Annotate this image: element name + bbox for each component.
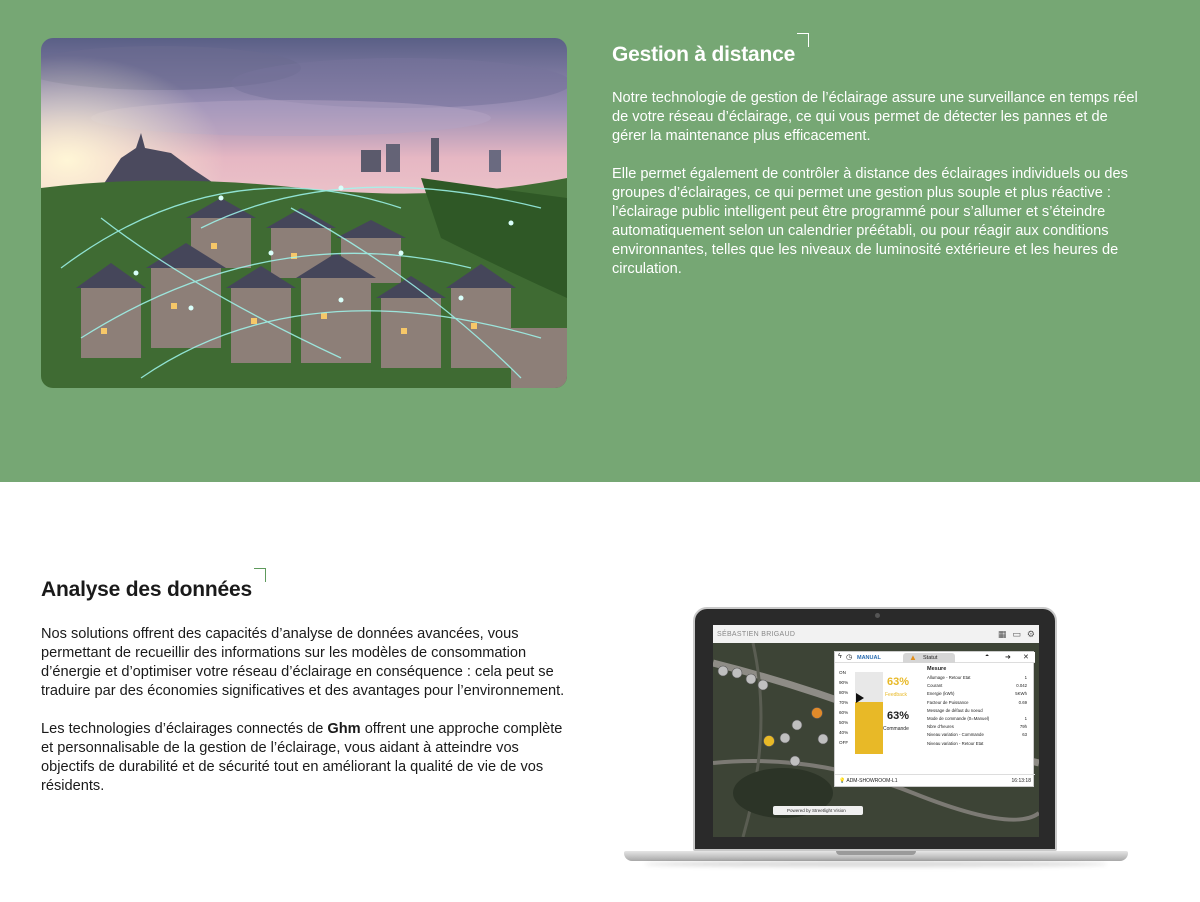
panel-time: 16:13:18 — [1011, 778, 1031, 784]
measurement-value: 1 — [1024, 675, 1027, 680]
monitor-icon: ▭ — [1012, 628, 1021, 639]
measurement-value: 79h — [1019, 724, 1027, 730]
measurement-list — [927, 666, 1027, 748]
analysis-paragraph-2 — [41, 720, 569, 796]
measurement-label: Niveau variation - Retour Etat — [927, 740, 984, 746]
measurement-label: Mode de commande (0=Manuel) — [927, 716, 990, 722]
measurement-row — [927, 715, 1027, 723]
tab-manual[interactable]: MANUAL — [857, 655, 881, 661]
laptop-lid — [693, 607, 1057, 851]
heading-corner-decoration — [797, 33, 809, 47]
measurement-row — [927, 740, 1027, 748]
measurement-value: 0.042 — [1016, 683, 1027, 689]
feedback-label: Feedback — [885, 692, 907, 698]
measurement-label: Niveau variation - Commande — [927, 732, 984, 738]
screen-top-bar — [713, 625, 1039, 643]
gear-icon: ⚙ — [1026, 628, 1035, 639]
device-name-text: ADM-SHOWROOM-L1 — [846, 778, 898, 784]
level-scale — [839, 668, 853, 748]
device-name — [839, 778, 897, 783]
smart-city-image — [41, 38, 567, 388]
screen-toolbar-icons — [998, 629, 1035, 640]
analysis-paragraph-2-start: Les technologies d’éclairages connectés de — [41, 721, 328, 737]
level-label: 50% — [839, 720, 849, 725]
measurement-row — [927, 674, 1027, 682]
measurement-title: Mesure — [927, 666, 947, 672]
feedback-percentage: 63% — [887, 676, 910, 688]
measurement-value: 0.69 — [1018, 699, 1027, 705]
heading-corner-decoration — [254, 568, 266, 582]
arrow-right-icon[interactable]: ➜ — [1005, 654, 1011, 661]
measurement-row — [927, 731, 1027, 739]
dimming-level-bar[interactable] — [855, 672, 883, 754]
panel-footer — [835, 774, 1035, 786]
level-label: 70% — [839, 700, 849, 705]
measurement-row — [927, 707, 1027, 715]
command-percentage: 63% — [887, 710, 910, 722]
remote-management-text — [612, 89, 1142, 298]
light-control-panel — [834, 651, 1034, 787]
grid-icon: ▦ — [997, 628, 1007, 639]
brand-name: Ghm — [327, 721, 361, 737]
remote-paragraph-2: Elle permet également de contrôler à distance des éclairages individuels ou des groupes d’éclairages, ce qui permet une gestion plus souple et plus réactive : l’éclairage public intelligent peut être programmé pour s’allumer et s’éteindre automatiquement selon un calendrier préétabli, ou pour réagir aux conditions environnantes, telles que les niveaux de luminosité extérieure et les heures de circulation. — [612, 166, 1128, 277]
analysis-paragraph-2-end: offrent une approche complète et personnalisable de la gestion de l’éclairage, vous aidant à atteindre vos objectifs de durabilité et de sécurité tout en améliorant la qualité de vie de vos résidents. — [41, 721, 563, 794]
measurement-label: Message de défaut du noeud — [927, 707, 983, 713]
measurement-row — [927, 690, 1027, 698]
powered-by-badge: Powered by Streetlight Vision — [773, 806, 863, 815]
screen-user-name: SÉBASTIEN BRIGAUD — [717, 630, 796, 638]
command-label: Commande — [883, 726, 909, 732]
measurement-rows — [927, 674, 1027, 748]
dimming-level-fill — [855, 702, 883, 754]
laptop-illustration — [624, 607, 1128, 869]
measurement-row — [927, 723, 1027, 731]
warning-icon: ▲ — [909, 653, 917, 662]
panel-tabs — [835, 652, 1035, 663]
close-icon[interactable]: ✕ — [1023, 654, 1029, 661]
laptop-shadow — [644, 861, 1108, 867]
tab-statut[interactable]: Statut — [903, 653, 955, 663]
data-analysis-title: Analyse des données — [41, 578, 252, 601]
level-pointer-icon[interactable] — [856, 693, 864, 703]
measurement-value: 5KWh — [1015, 691, 1027, 697]
bulb-icon: 💡 — [839, 778, 846, 784]
data-analysis-text — [41, 625, 569, 815]
clock-icon: ◷ — [846, 654, 853, 661]
lamp-icon: ◓ — [985, 653, 990, 660]
level-label: 90% — [839, 680, 849, 685]
level-label: OFF — [839, 740, 849, 745]
analysis-paragraph-1: Nos solutions offrent des capacités d’analyse de données avancées, vous permettant de recueillir des informations sur les modèles de consommation d’énergie et d’optimiser votre réseau d’éclairage en conséquence : cela peut se traduire par des économies significatives et des avantages pour l’environnement. — [41, 626, 565, 699]
level-label: 80% — [839, 690, 849, 695]
measurement-row — [927, 682, 1027, 690]
remote-management-title: Gestion à distance — [612, 43, 796, 66]
remote-paragraph-1: Notre technologie de gestion de l’éclairage assure une surveillance en temps réel de votre réseau d’éclairage, ce qui vous permet de détecter les pannes et de gérer la maintenance plus efficacement. — [612, 90, 1138, 144]
measurement-label: Allumage - Retour Etat — [927, 675, 971, 680]
remote-management-heading — [612, 43, 795, 67]
webcam-icon — [875, 613, 880, 618]
measurement-value: 63 — [1022, 732, 1027, 738]
measurement-row — [927, 699, 1027, 707]
level-label: ON — [839, 670, 846, 675]
measurement-label: Nbre d'heures — [927, 724, 954, 730]
laptop-screen — [713, 625, 1039, 837]
level-label: 60% — [839, 710, 849, 715]
laptop-notch — [836, 851, 916, 855]
measurement-value: 1 — [1024, 716, 1027, 722]
data-analysis-heading — [41, 578, 252, 602]
level-label: 40% — [839, 730, 849, 735]
measurement-label: Courant — [927, 683, 943, 689]
measurement-label: Facteur de Puissance — [927, 699, 969, 705]
measurement-label: Energie (kWh) — [927, 691, 955, 697]
lightning-icon: ϟ — [838, 653, 842, 660]
